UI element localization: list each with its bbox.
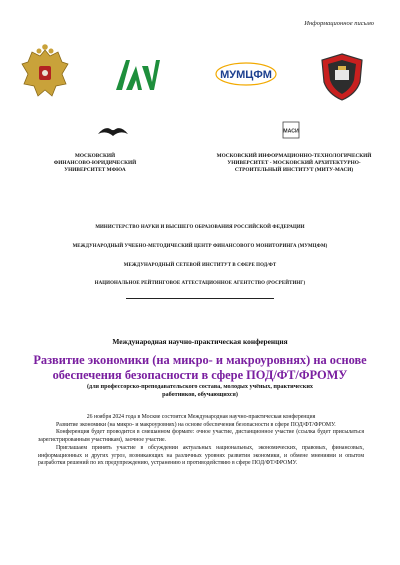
iav-logo	[112, 56, 160, 92]
bird-logo-icon	[96, 122, 130, 140]
masi-logo	[282, 121, 300, 139]
org-ministry: МИНИСТЕРСТВО НАУКИ И ВЫСШЕГО ОБРАЗОВАНИЯ РОССИЙСКОЙ ФЕДЕРАЦИИ	[95, 225, 305, 230]
institution-right-line: УНИВЕРСИТЕТ - МОСКОВСКИЙ АРХИТЕКТУРНО-	[227, 160, 361, 167]
org-network-institute: МЕЖДУНАРОДНЫЙ СЕТЕВОЙ ИНСТИТУТ В СФЕРЕ ПОД/ФТ	[123, 263, 277, 268]
org-rosreiting: НАЦИОНАЛЬНОЕ РЕЙТИНГОВОЕ АТТЕСТАЦИОННОЕ АГЕНТСТВО (РОСРЕЙТИНГ)	[94, 281, 306, 286]
conference-title-line: обеспечения безопасности в сфере ПОД/ФТ/ФРОМУ	[52, 367, 348, 382]
institution-left-line: МОСКОВСКИЙ	[74, 153, 116, 159]
institution-right-line: МОСКОВСКИЙ ИНФОРМАЦИОННО-ТЕХНОЛОГИЧЕСКИЙ	[216, 153, 372, 159]
conference-subtitle	[60, 383, 340, 400]
masi-logo-text: МАСИ	[283, 128, 299, 135]
shield-logo-icon	[318, 52, 366, 102]
body-paragraph: 26 ноября 2024 года в Москве состоится Международная научно-практическая конференция	[86, 414, 316, 420]
coat-of-arms-icon	[20, 44, 70, 102]
conference-title-line: Развитие экономики (на микро- и макроуровнях) на основе	[33, 353, 367, 367]
body-paragraph: Конференция будет проводится в смешанном формате: очное участие, дистанционное участие (ссылка будет присылаться зарегистрированным участникам), заочное участие.	[38, 429, 364, 444]
institution-left	[40, 153, 150, 174]
institution-left-line: ФИНАНСОВО-ЮРИДИЧЕСКИЙ	[53, 160, 137, 167]
body-paragraph: Развитие экономики (на микро- и макроуровнях) на основе обеспечения безопасности в сфере ПОД/ФТ/ФРОМУ.	[56, 421, 336, 428]
institution-right	[196, 153, 392, 174]
conference-title	[30, 353, 370, 383]
body-text	[38, 414, 364, 468]
body-paragraph: Приглашаем принять участие в обсуждении актуальных национальных, экономических, правовых, финансовых, информационных и других угроз, возникающих на различных уровнях развития экономики, и обмене мнениями и опытом разработки решений по их предупреждению, устранению и противодействию в сфере ПОД/ФТ/ФРОМУ.	[38, 444, 364, 467]
conference-subtitle-line: работников, обучающихся)	[162, 391, 238, 399]
conference-subtitle-line: (для профессорско-преподавательского состава, молодых учёных, практических	[87, 383, 313, 390]
org-mumcfm: МЕЖДУНАРОДНЫЙ УЧЕБНО-МЕТОДИЧЕСКИЙ ЦЕНТР ФИНАНСОВОГО МОНИТОРИНГА (МУМЦФМ)	[72, 244, 328, 249]
divider	[126, 298, 274, 299]
mumcfm-logo	[213, 60, 279, 88]
conference-label: Международная научно-практическая конференция	[112, 337, 288, 346]
info-letter-label: Информационное письмо	[304, 20, 374, 27]
mumcfm-logo-text: МУМЦФМ	[220, 69, 272, 81]
institution-right-line: СТРОИТЕЛЬНЫЙ ИНСТИТУТ (МИТУ-МАСИ)	[234, 167, 354, 174]
institution-left-line: УНИВЕРСИТЕТ МФЮА	[64, 167, 126, 174]
